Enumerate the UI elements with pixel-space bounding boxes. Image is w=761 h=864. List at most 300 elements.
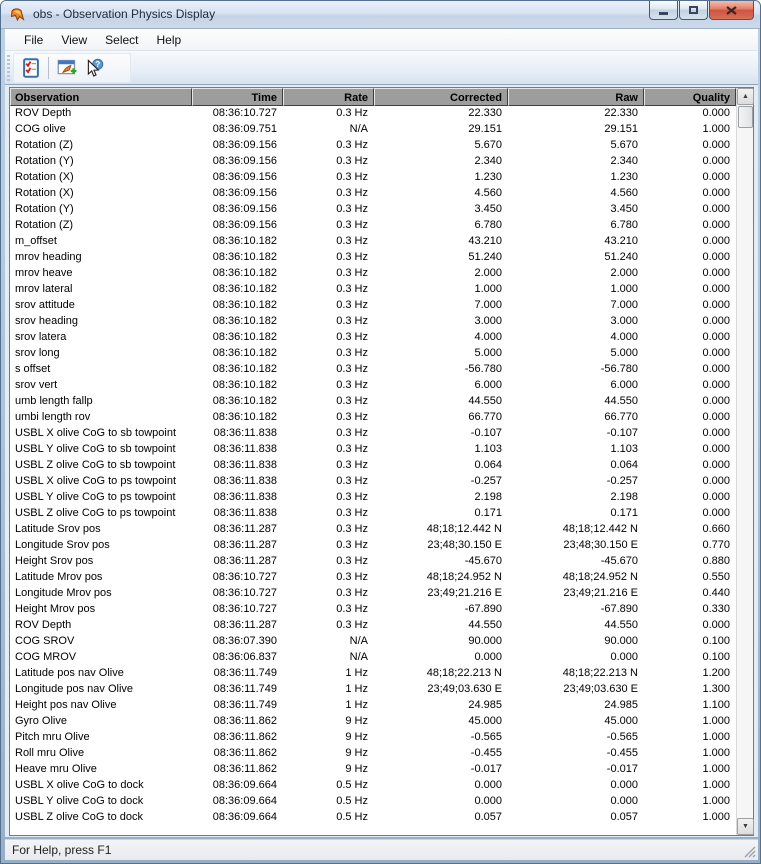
cell-observation: Longitude Mrov pos [15, 587, 112, 599]
cell-observation: srov long [15, 347, 60, 359]
cell-quality: 0.000 [702, 299, 730, 311]
cell-raw: 5.670 [610, 139, 638, 151]
cell-rate: 0.3 Hz [336, 171, 368, 183]
table-row[interactable] [10, 794, 736, 810]
cell-raw: -0.565 [606, 731, 638, 743]
cell-quality: 0.000 [702, 427, 730, 439]
cell-rate: 0.3 Hz [336, 267, 368, 279]
cell-time: 08:36:10.182 [212, 283, 277, 295]
cell-rate: 0.3 Hz [336, 203, 368, 215]
cell-observation: mrov lateral [15, 283, 73, 295]
cell-raw: 29.151 [604, 123, 638, 135]
cell-corrected: 0.171 [474, 507, 502, 519]
table-row[interactable] [10, 650, 736, 666]
cell-observation: m_offset [15, 235, 57, 247]
cell-raw: 3.450 [610, 203, 638, 215]
resize-grip-icon[interactable] [743, 845, 756, 858]
table-row[interactable] [10, 458, 736, 474]
table-row[interactable] [10, 282, 736, 298]
cell-quality: 0.000 [702, 139, 730, 151]
table-row[interactable] [10, 746, 736, 762]
cell-time: 08:36:11.287 [213, 539, 277, 551]
cell-rate: 9 Hz [345, 747, 368, 759]
cell-observation: srov vert [15, 379, 58, 391]
cell-observation: USBL X olive CoG to sb towpoint [15, 427, 177, 439]
table-row[interactable] [10, 762, 736, 778]
column-header-rate[interactable]: Rate [283, 88, 374, 106]
cell-corrected: 4.560 [474, 187, 502, 199]
caption-buttons [649, 1, 754, 20]
cell-observation: Latitude Srov pos [15, 523, 101, 535]
cell-raw: 3.000 [610, 315, 638, 327]
cell-raw: 24.985 [604, 699, 638, 711]
help-cursor-icon [84, 58, 104, 78]
column-header-time[interactable]: Time [192, 88, 283, 106]
cell-corrected: 0.057 [474, 811, 502, 823]
cell-raw: 23;49;21.216 E [563, 587, 638, 599]
cell-raw: 2.198 [610, 491, 638, 503]
table-row[interactable] [10, 138, 736, 154]
cell-raw: 22.330 [604, 107, 638, 119]
cell-rate: 0.3 Hz [336, 475, 368, 487]
cell-quality: 0.550 [702, 571, 730, 583]
cell-raw: 0.000 [610, 779, 638, 791]
cell-corrected: 2.340 [474, 155, 502, 167]
cell-time: 08:36:09.156 [212, 203, 277, 215]
cell-rate: 0.5 Hz [336, 779, 368, 791]
cell-raw: -0.455 [606, 747, 638, 759]
cell-quality: 0.000 [702, 411, 730, 423]
cell-quality: 0.000 [702, 155, 730, 167]
cell-raw: 2.340 [610, 155, 638, 167]
cell-rate: 0.3 Hz [336, 427, 368, 439]
cell-quality: 1.100 [702, 699, 730, 711]
table-row[interactable] [10, 634, 736, 650]
cell-time: 08:36:09.156 [212, 219, 277, 231]
table-row[interactable] [10, 202, 736, 218]
add-observation-window-button[interactable] [53, 55, 80, 81]
cell-observation: Height pos nav Olive [15, 699, 117, 711]
table-row[interactable] [10, 186, 736, 202]
table-row[interactable] [10, 106, 736, 122]
cell-raw: 0.064 [610, 459, 638, 471]
table-row[interactable] [10, 122, 736, 138]
cell-observation: USBL X olive CoG to ps towpoint [15, 475, 177, 487]
table-row[interactable] [10, 602, 736, 618]
cell-rate: 0.3 Hz [336, 219, 368, 231]
cell-corrected: 0.000 [474, 651, 502, 663]
cell-observation: srov latera [15, 331, 67, 343]
table-row[interactable] [10, 426, 736, 442]
cell-raw: -0.107 [606, 427, 638, 439]
cell-corrected: 0.000 [474, 779, 502, 791]
cell-corrected: 29.151 [468, 123, 502, 135]
maximize-icon [689, 6, 698, 14]
menu-select[interactable]: Select [105, 32, 139, 47]
cell-corrected: 66.770 [468, 411, 502, 423]
close-button[interactable] [709, 1, 754, 20]
cell-rate: 1 Hz [345, 699, 368, 711]
checklist-icon [21, 58, 41, 78]
cell-quality: 0.000 [702, 507, 730, 519]
cell-observation: Height Srov pos [15, 555, 94, 567]
table-row[interactable] [10, 154, 736, 170]
menu-help[interactable]: Help [156, 32, 182, 47]
toolbar-gripper[interactable] [7, 55, 10, 81]
cell-observation: mrov heading [15, 251, 82, 263]
cell-corrected: 22.330 [468, 107, 502, 119]
cell-time: 08:36:09.156 [212, 155, 277, 167]
cell-time: 08:36:11.838 [213, 475, 277, 487]
cell-corrected: 48;18;22.213 N [426, 667, 502, 679]
table-body [10, 106, 736, 826]
cell-observation: Gyro Olive [15, 715, 67, 727]
cell-corrected: 48;18;12.442 N [426, 523, 502, 535]
cell-raw: 45.000 [604, 715, 638, 727]
cell-rate: 0.3 Hz [336, 299, 368, 311]
scroll-up-button[interactable]: ▲ [737, 88, 754, 105]
cell-time: 08:36:10.182 [212, 267, 277, 279]
cell-observation: USBL Y olive CoG to ps towpoint [15, 491, 176, 503]
cell-time: 08:36:10.727 [212, 107, 277, 119]
cell-quality: 0.100 [702, 635, 730, 647]
table-row[interactable] [10, 538, 736, 554]
cell-time: 08:36:10.182 [212, 347, 277, 359]
cell-observation: umbi length rov [15, 411, 91, 423]
cell-observation: Longitude pos nav Olive [15, 683, 134, 695]
cell-corrected: 23;49;03.630 E [427, 683, 502, 695]
cell-observation: Rotation (X) [15, 187, 74, 199]
cell-rate: N/A [349, 651, 368, 663]
cell-corrected: 0.064 [474, 459, 502, 471]
cell-rate: 0.3 Hz [336, 347, 368, 359]
cell-quality: 1.000 [702, 811, 730, 823]
cell-quality: 0.000 [702, 619, 730, 631]
cell-raw: 6.000 [610, 379, 638, 391]
cell-observation: mrov heave [15, 267, 73, 279]
cell-raw: 44.550 [604, 395, 638, 407]
cell-time: 08:36:11.862 [213, 747, 277, 759]
cell-corrected: 3.000 [474, 315, 502, 327]
table-row[interactable] [10, 266, 736, 282]
cell-quality: 0.000 [702, 443, 730, 455]
cell-quality: 0.000 [702, 331, 730, 343]
cell-corrected: -0.017 [470, 763, 502, 775]
column-header-observation[interactable]: Observation [10, 88, 192, 106]
cell-time: 08:36:11.749 [213, 699, 277, 711]
table-row[interactable] [10, 554, 736, 570]
cell-raw: 6.780 [610, 219, 638, 231]
cell-observation: USBL Z olive CoG to sb towpoint [15, 459, 176, 471]
cell-observation: ROV Depth [15, 107, 72, 119]
column-header-raw[interactable]: Raw [508, 88, 644, 106]
cell-time: 08:36:06.837 [212, 651, 277, 663]
cell-quality: 0.000 [702, 203, 730, 215]
cell-corrected: 5.670 [474, 139, 502, 151]
table-row[interactable] [10, 474, 736, 490]
cell-quality: 0.000 [702, 475, 730, 487]
cell-corrected: 45.000 [468, 715, 502, 727]
cell-quality: 0.880 [702, 555, 730, 567]
toolbar-separator [48, 57, 49, 79]
cell-observation: srov attitude [15, 299, 75, 311]
cell-rate: 0.3 Hz [336, 619, 368, 631]
cell-observation: Height Mrov pos [15, 603, 96, 615]
cell-raw: 0.057 [610, 811, 638, 823]
cell-corrected: 5.000 [474, 347, 502, 359]
toolbar [5, 51, 758, 85]
table-row[interactable] [10, 506, 736, 522]
cell-raw: 4.000 [610, 331, 638, 343]
status-bar [5, 839, 758, 860]
cell-quality: 0.660 [702, 523, 730, 535]
table-row[interactable] [10, 170, 736, 186]
cell-time: 08:36:10.182 [212, 411, 277, 423]
cell-corrected: 24.985 [468, 699, 502, 711]
cell-observation: COG MROV [15, 651, 77, 663]
cell-time: 08:36:07.390 [212, 635, 277, 647]
vertical-scrollbar[interactable] [736, 88, 753, 835]
table-row[interactable] [10, 810, 736, 826]
cell-raw: 1.103 [610, 443, 638, 455]
cell-time: 08:36:10.182 [212, 379, 277, 391]
cell-observation: umb length fallp [15, 395, 93, 407]
cell-raw: 0.000 [610, 651, 638, 663]
table-row[interactable] [10, 314, 736, 330]
table-row[interactable] [10, 298, 736, 314]
cell-raw: -56.780 [600, 363, 638, 375]
cell-observation: Rotation (Y) [15, 203, 74, 215]
cell-rate: 0.3 Hz [336, 603, 368, 615]
cell-quality: 1.000 [702, 795, 730, 807]
cell-rate: 0.3 Hz [336, 331, 368, 343]
table-row[interactable] [10, 522, 736, 538]
cell-rate: 0.3 Hz [336, 107, 368, 119]
cell-quality: 1.000 [702, 763, 730, 775]
cell-rate: 0.3 Hz [336, 459, 368, 471]
cell-time: 08:36:10.182 [212, 235, 277, 247]
table-row[interactable] [10, 442, 736, 458]
cell-corrected: -45.670 [464, 555, 502, 567]
close-icon [726, 6, 737, 15]
cell-quality: 0.100 [702, 651, 730, 663]
cell-rate: 0.3 Hz [336, 507, 368, 519]
cell-time: 08:36:10.182 [212, 315, 277, 327]
scroll-down-button[interactable]: ▼ [737, 818, 754, 835]
table-row[interactable] [10, 250, 736, 266]
table-row[interactable] [10, 346, 736, 362]
column-header-quality[interactable]: Quality [644, 88, 736, 106]
cell-observation: COG olive [15, 123, 66, 135]
table-row[interactable] [10, 330, 736, 346]
cell-observation: srov heading [15, 315, 78, 327]
cell-time: 08:36:11.749 [213, 683, 277, 695]
cell-rate: 0.3 Hz [336, 379, 368, 391]
cell-observation: s offset [15, 363, 51, 375]
table-row[interactable] [10, 618, 736, 634]
cell-time: 08:36:11.838 [213, 427, 277, 439]
cell-corrected: -67.890 [464, 603, 502, 615]
cell-raw: -0.257 [606, 475, 638, 487]
cell-corrected: 44.550 [468, 619, 502, 631]
cell-raw: 0.000 [610, 795, 638, 807]
cell-corrected: 6.780 [474, 219, 502, 231]
table-row[interactable] [10, 714, 736, 730]
cell-quality: 0.770 [702, 539, 730, 551]
cell-rate: 0.3 Hz [336, 363, 368, 375]
cell-observation: Roll mru Olive [15, 747, 85, 759]
cell-raw: 1.230 [610, 171, 638, 183]
cell-observation: USBL Y olive CoG to sb towpoint [15, 443, 176, 455]
table-row[interactable] [10, 234, 736, 250]
table-row[interactable] [10, 218, 736, 234]
app-logo-icon [10, 7, 26, 23]
cell-time: 08:36:10.182 [212, 363, 277, 375]
column-header-corrected[interactable]: Corrected [374, 88, 508, 106]
titlebar[interactable] [1, 1, 761, 29]
cell-quality: 1.000 [702, 123, 730, 135]
cell-quality: 0.000 [702, 379, 730, 391]
cell-time: 08:36:11.287 [213, 523, 277, 535]
cell-time: 08:36:11.838 [213, 491, 277, 503]
cell-raw: 1.000 [610, 283, 638, 295]
cell-time: 08:36:10.182 [212, 299, 277, 311]
cell-raw: 4.560 [610, 187, 638, 199]
context-help-button[interactable] [80, 55, 107, 81]
menu-file[interactable]: File [24, 32, 44, 47]
cell-observation: ROV Depth [15, 619, 72, 631]
cell-corrected: 7.000 [474, 299, 502, 311]
cell-quality: 0.000 [702, 219, 730, 231]
cell-corrected: 3.450 [474, 203, 502, 215]
cell-raw: 43.210 [604, 235, 638, 247]
cell-observation: Rotation (Z) [15, 139, 74, 151]
cell-observation: Longitude Srov pos [15, 539, 110, 551]
cell-quality: 0.000 [702, 395, 730, 407]
cell-rate: 0.5 Hz [336, 811, 368, 823]
cell-time: 08:36:10.182 [212, 395, 277, 407]
cell-corrected: 2.198 [474, 491, 502, 503]
table-row[interactable] [10, 666, 736, 682]
cell-rate: 0.3 Hz [336, 523, 368, 535]
cell-corrected: -56.780 [464, 363, 502, 375]
cell-raw: 5.000 [610, 347, 638, 359]
table-row[interactable] [10, 378, 736, 394]
cell-quality: 1.200 [702, 667, 730, 679]
cell-time: 08:36:11.287 [213, 555, 277, 567]
window-title: obs - Observation Physics Display [33, 7, 216, 21]
table-row[interactable] [10, 778, 736, 794]
cell-corrected: 2.000 [474, 267, 502, 279]
cell-raw: 48;18;12.442 N [562, 523, 638, 535]
cell-rate: 0.3 Hz [336, 411, 368, 423]
cell-corrected: -0.107 [470, 427, 502, 439]
cell-raw: 48;18;24.952 N [562, 571, 638, 583]
cell-time: 08:36:11.838 [213, 459, 277, 471]
cell-quality: 0.000 [702, 267, 730, 279]
cell-observation: Rotation (Y) [15, 155, 74, 167]
cell-raw: -0.017 [606, 763, 638, 775]
cell-raw: 7.000 [610, 299, 638, 311]
cell-quality: 0.000 [702, 459, 730, 471]
cell-raw: 0.171 [610, 507, 638, 519]
cell-rate: 9 Hz [345, 731, 368, 743]
cell-time: 08:36:09.664 [212, 779, 277, 791]
cell-quality: 0.000 [702, 347, 730, 359]
cell-raw: 51.240 [604, 251, 638, 263]
cell-corrected: 6.000 [474, 379, 502, 391]
cell-quality: 0.000 [702, 235, 730, 247]
cell-time: 08:36:10.182 [212, 331, 277, 343]
cell-rate: 0.3 Hz [336, 315, 368, 327]
cell-rate: N/A [349, 123, 368, 135]
cell-quality: 0.000 [702, 363, 730, 375]
scrollbar-thumb[interactable] [738, 106, 753, 128]
cell-time: 08:36:09.664 [212, 811, 277, 823]
cell-raw: -45.670 [600, 555, 638, 567]
table-row[interactable] [10, 586, 736, 602]
cell-rate: 9 Hz [345, 715, 368, 727]
cell-rate: 0.3 Hz [336, 139, 368, 151]
cell-raw: 44.550 [604, 619, 638, 631]
cell-corrected: 43.210 [468, 235, 502, 247]
cell-quality: 0.000 [702, 187, 730, 199]
cell-rate: 0.3 Hz [336, 443, 368, 455]
table-header [10, 88, 736, 106]
cell-time: 08:36:09.156 [212, 171, 277, 183]
cell-time: 08:36:09.751 [212, 123, 277, 135]
cell-raw: -67.890 [600, 603, 638, 615]
cell-quality: 0.000 [702, 491, 730, 503]
table-row[interactable] [10, 682, 736, 698]
menu-view[interactable]: View [61, 32, 88, 47]
cell-rate: 0.3 Hz [336, 491, 368, 503]
table-row[interactable] [10, 410, 736, 426]
cell-time: 08:36:11.838 [213, 443, 277, 455]
toolbar-button-group [13, 53, 131, 83]
menubar [5, 29, 758, 51]
cell-quality: 1.000 [702, 779, 730, 791]
minimize-button[interactable] [649, 1, 678, 20]
observation-display-button[interactable] [17, 55, 44, 81]
cell-raw: 2.000 [610, 267, 638, 279]
cell-time: 08:36:11.862 [213, 763, 277, 775]
cell-quality: 0.000 [702, 251, 730, 263]
cell-rate: 0.5 Hz [336, 795, 368, 807]
cell-corrected: 48;18;24.952 N [426, 571, 502, 583]
table-row[interactable] [10, 490, 736, 506]
cell-quality: 0.000 [702, 315, 730, 327]
cell-time: 08:36:10.182 [212, 251, 277, 263]
observation-table [9, 87, 754, 836]
cell-observation: Pitch mru Olive [15, 731, 90, 743]
new-window-plus-icon [57, 58, 77, 78]
cell-observation: Rotation (X) [15, 171, 74, 183]
cell-time: 08:36:09.664 [212, 795, 277, 807]
cell-rate: 0.3 Hz [336, 571, 368, 583]
table-row[interactable] [10, 698, 736, 714]
cell-observation: Latitude pos nav Olive [15, 667, 124, 679]
table-row[interactable] [10, 362, 736, 378]
cell-quality: 1.300 [702, 683, 730, 695]
cell-corrected: 1.230 [474, 171, 502, 183]
cell-corrected: 1.000 [474, 283, 502, 295]
cell-raw: 66.770 [604, 411, 638, 423]
table-row[interactable] [10, 394, 736, 410]
maximize-button[interactable] [679, 1, 708, 20]
table-row[interactable] [10, 730, 736, 746]
table-row[interactable] [10, 570, 736, 586]
